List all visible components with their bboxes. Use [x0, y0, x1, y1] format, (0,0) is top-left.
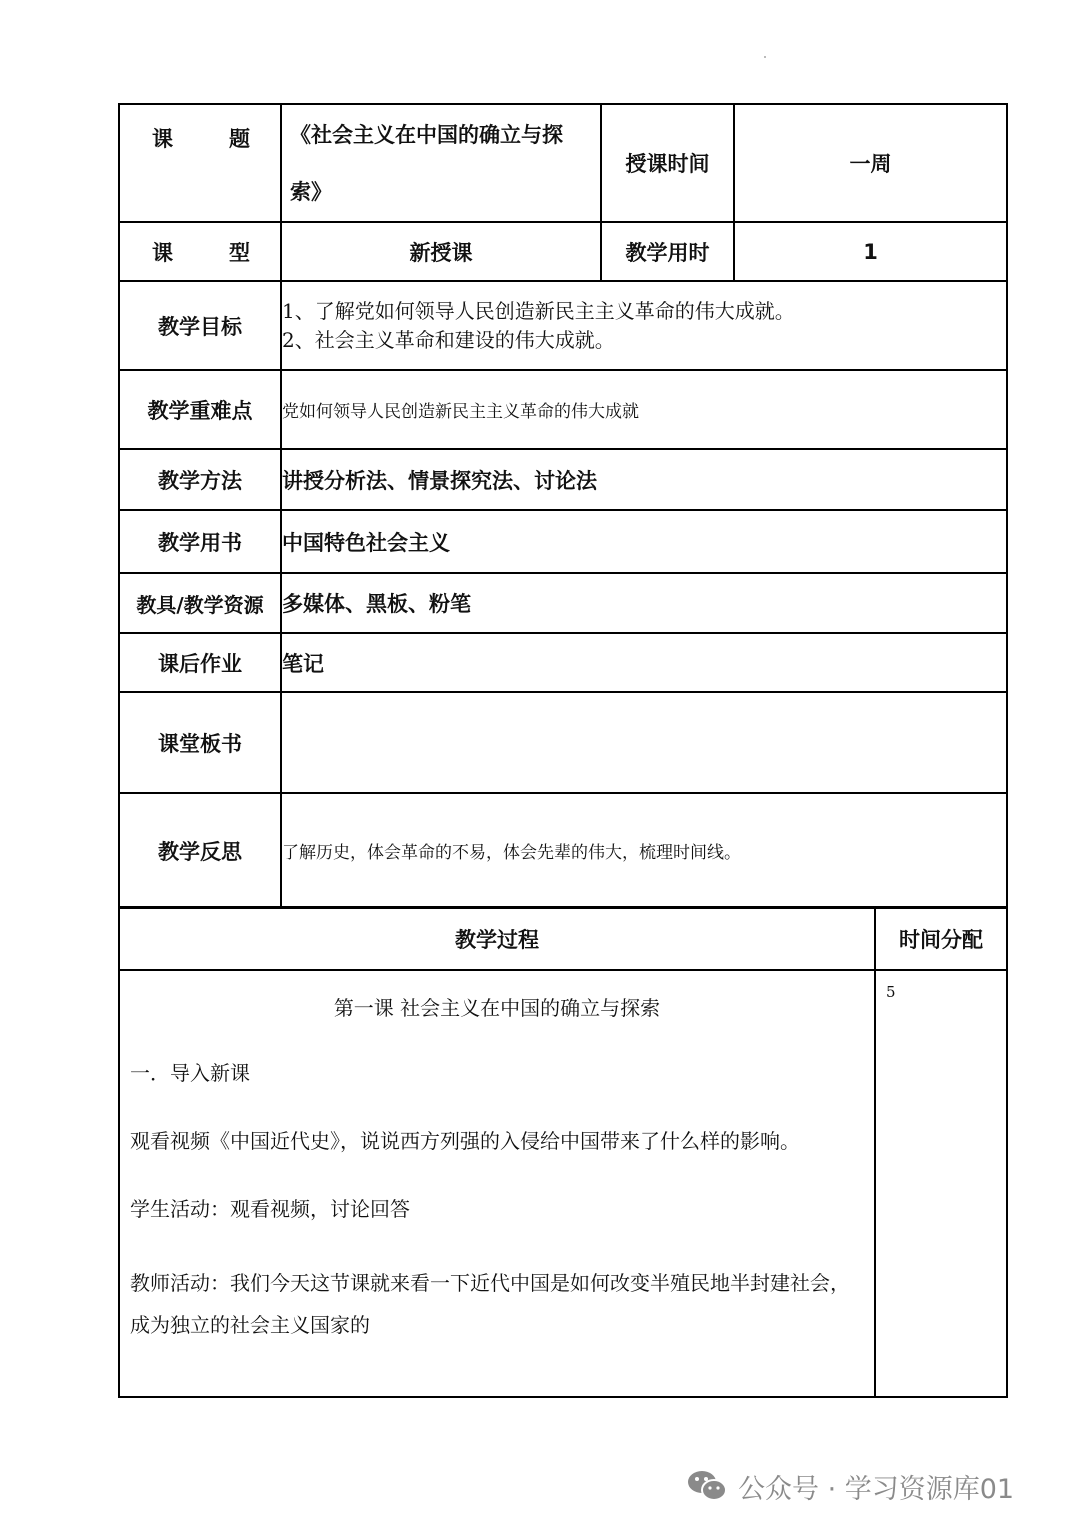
reflection-row: [119, 793, 1007, 908]
homework-label: 课后作业: [119, 633, 281, 692]
hours-value: 1: [734, 222, 1007, 281]
methods-value: 讲授分析法、情景探究法、讨论法: [281, 449, 1007, 510]
homework-row: [119, 633, 1007, 692]
objectives-label: 教学目标: [119, 281, 281, 370]
book-value: 中国特色社会主义: [281, 510, 1007, 573]
keypoints-label: 教学重难点: [119, 370, 281, 449]
wechat-icon: [686, 1468, 728, 1504]
board-row: [119, 692, 1007, 793]
process-header-row: [119, 907, 1007, 970]
lesson-title: 第一课 社会主义在中国的确立与探索: [333, 996, 661, 1020]
time-allocation-value: 5: [875, 970, 1007, 1397]
paragraph: 观看视频《中国近代史》，说说西方列强的入侵给中国带来了什么样的影响。: [130, 1129, 800, 1153]
book-row: [119, 510, 1007, 573]
paragraph: 学生活动：观看视频，讨论回答: [130, 1197, 410, 1221]
time-label: 授课时间: [601, 104, 734, 222]
time-allocation-header: 时间分配: [875, 907, 1007, 970]
tools-row: [119, 573, 1007, 633]
keypoints-value: 党如何领导人民创造新民主主义革命的伟大成就: [281, 370, 1007, 449]
type-label: 课 型: [119, 222, 281, 281]
process-content: [119, 970, 875, 1397]
board-value: [281, 692, 1007, 793]
process-header: 教学过程: [119, 907, 875, 970]
topic-label: 课 题: [119, 104, 281, 222]
speck: [764, 56, 766, 58]
teaching-process-table: [118, 906, 1008, 1398]
paragraph: 教师活动：我们今天这节课就来看一下近代中国是如何改变半殖民地半封建社会，成为独立的社会主义国家的: [130, 1271, 850, 1337]
objective-item: 2、社会主义革命和建设的伟大成就。: [282, 327, 615, 352]
methods-label: 教学方法: [119, 449, 281, 510]
watermark-text: 公众号 · 学习资源库01: [738, 1473, 1015, 1505]
homework-value: 笔记: [281, 633, 1007, 692]
section-heading: 一．导入新课: [130, 1061, 250, 1085]
tools-value: 多媒体、黑板、粉笔: [281, 573, 1007, 633]
objective-item: 1、了解党如何领导人民创造新民主主义革命的伟大成就。: [282, 298, 795, 323]
topic-row: [119, 104, 1007, 222]
hours-label: 教学用时: [601, 222, 734, 281]
type-row: [119, 222, 1007, 281]
topic-value: 《社会主义在中国的确立与探索》: [281, 104, 601, 222]
lesson-info-table: [118, 103, 1008, 909]
process-body-row: [119, 970, 1007, 1397]
keypoints-row: [119, 370, 1007, 449]
reflection-label: 教学反思: [119, 793, 281, 908]
watermark: [686, 1466, 1014, 1506]
objectives-value: [281, 281, 1007, 370]
time-value: 一周: [734, 104, 1007, 222]
reflection-value: 了解历史，体会革命的不易，体会先辈的伟大，梳理时间线。: [281, 793, 1007, 908]
book-label: 教学用书: [119, 510, 281, 573]
board-label: 课堂板书: [119, 692, 281, 793]
tools-label: 教具/教学资源: [119, 573, 281, 633]
type-value: 新授课: [281, 222, 601, 281]
objectives-row: [119, 281, 1007, 370]
methods-row: [119, 449, 1007, 510]
